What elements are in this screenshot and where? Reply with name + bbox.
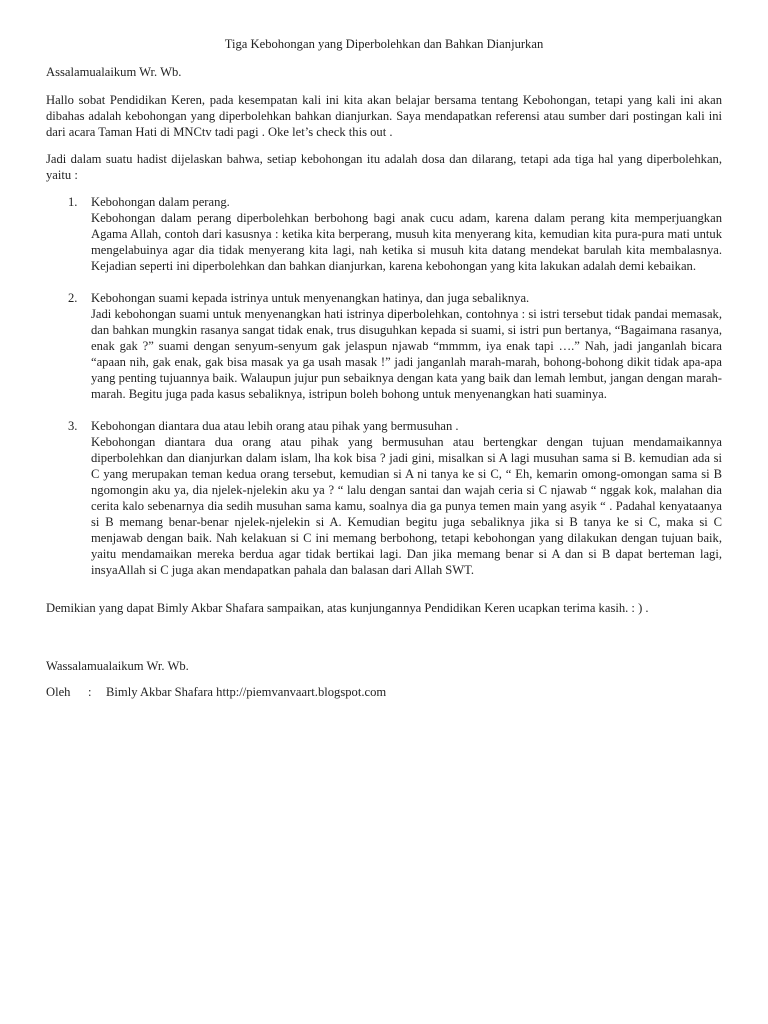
list-item-body: Jadi kebohongan suami untuk menyenangkan hati istrinya diperbolehkan, contohnya : si istri tersebut tidak pandai memasak, dan bahkan mungkin rasanya sangat tidak enak, trus disuguhkan kepada si suami, si istri pun bertanya, “Bagaimana rasanya, enak gak ?” suami dengan senyum-senyum gak jelaspun njawab “mmmm, iya enak tapi ….” Nah, jadi janganlah bicara “apaan nih, gak enak, gak bisa masak ya ga usah masak !” jadi janganlah marah-marah, bohong-bohong dikit tidak apa-apa yang penting tujuannya baik. Walaupun jujur pun sebaiknya dengan kata yang baik dan lemah lembut, jangan dengan marah-marah. Begitu juga pada kasus sebaliknya, istripun boleh bohong untuk menyenangkan hati suaminya. (91, 307, 722, 401)
list-item-title: Kebohongan diantara dua atau lebih orang atau pihak yang bermusuhan . (91, 419, 459, 433)
list-item-number: 3. (68, 419, 78, 433)
author-separator: : (88, 685, 92, 699)
farewell: Wassalamualaikum Wr. Wb. (46, 659, 189, 673)
list-item-body: Kebohongan dalam perang diperbolehkan berbohong bagi anak cucu adam, karena dalam perang kita memperjuangkan Agama Allah, contoh dari kasusnya : ketika kita berperang, musuh kita menyerang kita, kemudian kita pura-pura mati untuk mengelabuinya agar dia tidak menyerang kita lagi, nah ketika si musuh kita datang mendekat barulah kita membalasnya. Kejadian seperti ini diperbolehkan dan bahkan dianjurkan, karena kebohongan yang kita lakukan adalah demi kebaikan. (91, 211, 722, 273)
list-item (46, 418, 722, 578)
document-title: Tiga Kebohongan yang Diperbolehkan dan Bahkan Dianjurkan (224, 37, 544, 51)
author-label: Oleh (46, 685, 71, 699)
list-item-title: Kebohongan suami kepada istrinya untuk menyenangkan hatinya, dan juga sebaliknya. (91, 291, 530, 305)
closing-paragraph: Demikian yang dapat Bimly Akbar Shafara sampaikan, atas kunjungannya Pendidikan Keren ucapkan terima kasih. : ) . (46, 601, 649, 615)
list-item-number: 1. (68, 195, 78, 209)
author-line (46, 684, 722, 700)
greeting: Assalamualaikum Wr. Wb. (46, 65, 182, 79)
list-item-number: 2. (68, 291, 78, 305)
list-item (46, 194, 722, 274)
document-page (46, 36, 722, 700)
lead-paragraph: Jadi dalam suatu hadist dijelaskan bahwa, setiap kebohongan itu adalah dosa dan dilarang, tetapi ada tiga hal yang diperbolehkan, yaitu : (46, 152, 722, 182)
numbered-list (46, 194, 722, 578)
list-item-title: Kebohongan dalam perang. (91, 195, 230, 209)
list-item (46, 290, 722, 402)
author-value: Bimly Akbar Shafara http://piemvanvaart.blogspot.com (106, 685, 387, 699)
intro-paragraph: Hallo sobat Pendidikan Keren, pada kesempatan kali ini kita akan belajar bersama tentang Kebohongan, tetapi yang kali ini akan dibahas adalah kebohongan yang diperbolehkan bahkan dianjurkan. Saya mendapatkan referensi atau sumber dari postingan kali ini dari acara Taman Hati di MNCtv tadi pagi . Oke let’s check this out . (46, 93, 722, 139)
list-item-body: Kebohongan diantara dua orang atau pihak yang bermusuhan atau bertengkar dengan tujuan mendamaikannya diperbolehkan dan dianjurkan dalam islam, lha kok bisa ? jadi gini, misalkan si A lagi musuhan sama si B. kemudian ada si C yang merupakan teman kedua orang tersebut, kemudian si A ni tanya ke si C, “ Eh, kemarin omong-omongan sama si B ngomongin aku ya, dia njelek-njelekin aku ya ? “ lalu dengan santai dan wajah ceria si C njawab “ nggak kok, malahan dia cerita kalo sebenarnya dia sedih musuhan sama kamu, soalnya dia ga punya temen main yang asyik “ . Padahal kenyataanya si B memang benar-benar njelek-njelekin si A. Kemudian begitu juga sebaliknya jika si B tanya ke si C, maka si C menjawab dengan baik. Nah kelakuan si C ini memang berbohong, tetapi kebohongan yang dilakukan dengan tujuan baik, yaitu mendamaikan mereka berdua agar tidak bertikai lagi. Dan jika memang benar si A dan si B dapat berteman lagi, insyaAllah si C juga akan mendapatkan pahala dan balasan dari Allah SWT. (91, 435, 722, 577)
